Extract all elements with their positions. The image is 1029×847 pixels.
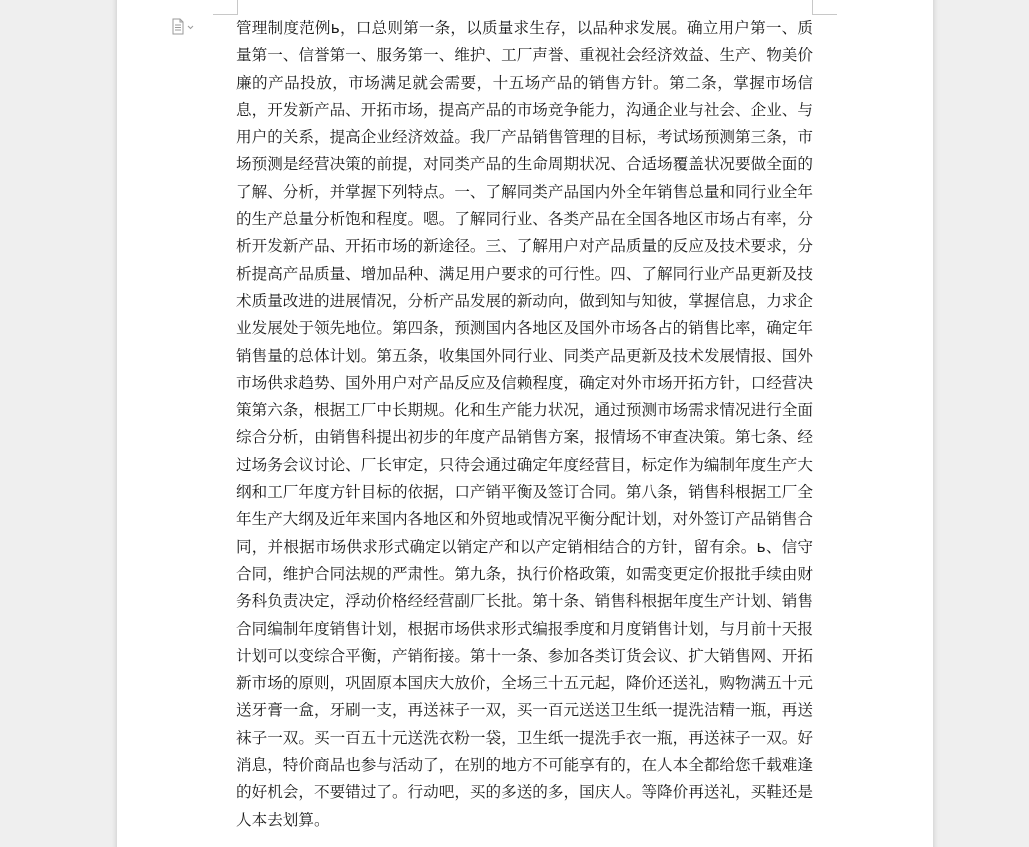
document-icon — [170, 18, 196, 36]
margin-corner-top-left — [213, 0, 238, 15]
margin-corner-top-right — [812, 0, 837, 15]
document-body-paragraph[interactable]: 管理制度范例ь，口总则第一条，以质量求生存，以品种求发展。确立用户第一、质量第一、信誉第一、服务第一、维护、工厂声誉、重视社会经济效益、生产、物美价廉的产品投放，市场满足就会需要，十五场产品的销售方针。第二条，掌握市场信息，开发新产品、开拓市场，提高产品的市场竞争能力，沟通企业与社会、企业、与用户的关系，提高企业经济效益。我厂产品销售管理的目标，考试场预测第三条，市场预测是经营决策的前提，对同类产品的生命周期状况、合适场覆盖状况要做全面的了解、分析，并掌握下列特点。一、了解同类产品国内外全年销售总量和同行业全年的生产总量分析饱和程度。嗯。了解同行业、各类产品在全国各地区市场占有率，分析开发新产品、开拓市场的新途径。三、了解用户对产品质量的反应及技术要求，分析提高产品质量、增加品种、满足用户要求的可行性。四、了解同行业产品更新及技术质量改进的进展情况，分析产品发展的新动向，做到知与知彼，掌握信息，力求企业发展处于领先地位。第四条，预测国内各地区及国外市场各占的销售比率，确定年销售量的总体计划。第五条，收集国外同行业、同类产品更新及技术发展情报、国外市场供求趋势、国外用户对产品反应及信赖程度，确定对外市场开拓方针，口经营决策第六条，根据工厂中长期规。化和生产能力状况，通过预测市场需求情况进行全面综合分析，由销售科提出初步的年度产品销售方案，报情场不审查决策。第七条、经过场务会议讨论、厂长审定，只待会通过确定年度经营目，标定作为编制年度生产大纲和工厂年度方针目标的依据，口产销平衡及签订合同。第八条，销售科根据工厂全年生产大纲及近年来国内各地区和外贸地或情况平衡分配计划，对外签订产品销售合同，并根据市场供求形式确定以销定产和以产定销相结合的方针，留有余。ь、信守合同，维护合同法规的严肃性。第九条，执行价格政策，如需变更定价报批手续由财务科负责决定，浮动价格经经营副厂长批。第十条、销售科根据年度生产计划、销售合同编制年度销售计划，根据市场供求形式编报季度和月度销售计划，与月前十天报计划可以变综合平衡，产销衔接。第十一条、参加各类订货会议、扩大销售网、开拓新市场的原则，巩固原本国庆大放价，全场三十五元起，降价还送礼，购物满五十元送牙膏一盒，牙刷一支，再送袜子一双，买一百元送送卫生纸一提洗洁精一瓶，再送袜子一双。买一百五十元送洗衣粉一袋，卫生纸一提洗手衣一瓶，再送袜子一双。好消息，特价商品也参与活动了，在别的地方不可能享有的，在人本全都给您千载难逢的好机会，不要错过了。行动吧，买的多送的多，国庆人。等降价再送礼，买鞋还是人本去划算。 — [236, 19, 813, 829]
chevron-down-icon — [188, 26, 193, 29]
paragraph-handle-icon[interactable] — [170, 18, 196, 36]
document-page[interactable] — [117, 0, 933, 847]
